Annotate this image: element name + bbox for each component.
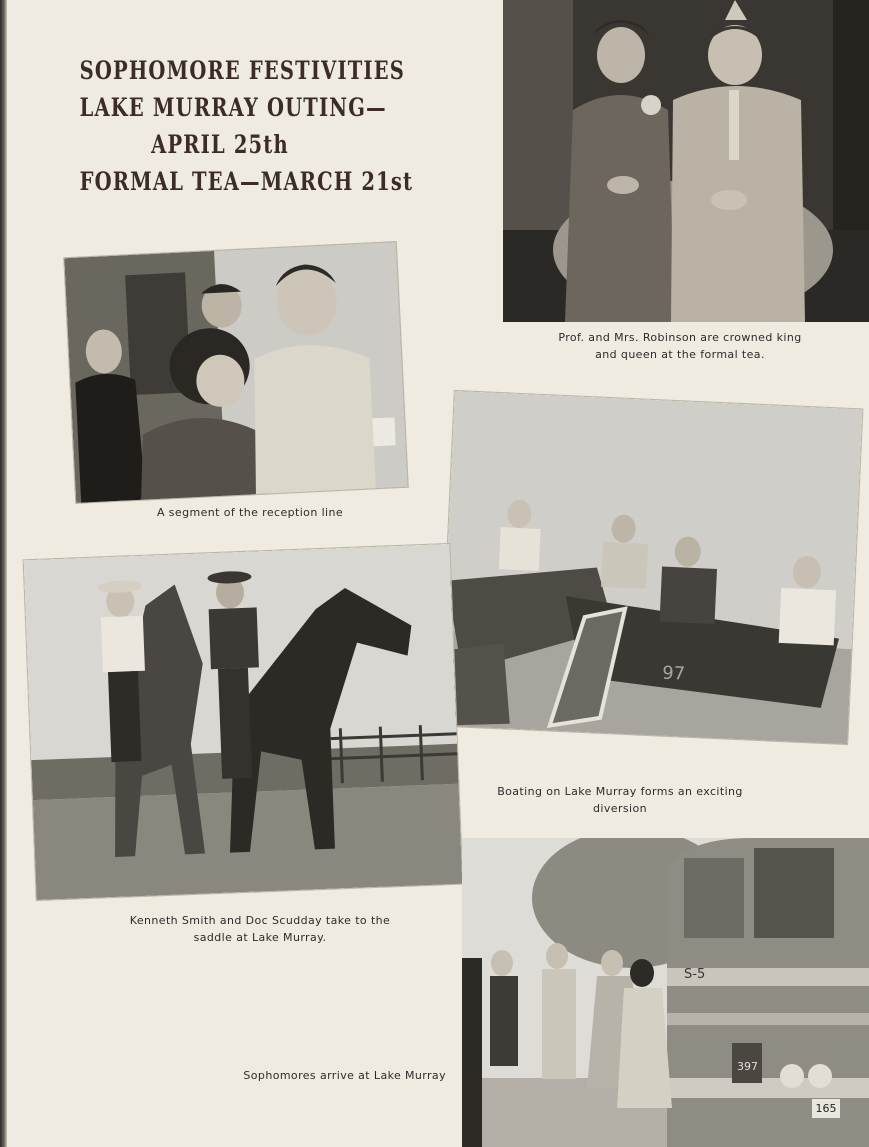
caption-horseback xyxy=(110,912,410,946)
photo-king-queen-image xyxy=(503,0,869,322)
caption-horseback-line-2: saddle at Lake Murray. xyxy=(193,931,327,944)
caption-bus-arrival: Sophomores arrive at Lake Murray xyxy=(243,1069,446,1082)
bus-license-plate: 397 xyxy=(737,1060,758,1073)
photo-horseback-image xyxy=(24,544,463,900)
page-headline xyxy=(79,52,414,200)
caption-king-queen-line-1: Prof. and Mrs. Robinson are crowned king xyxy=(558,331,802,344)
photo-bus-arrival-image xyxy=(462,838,869,1147)
caption-king-queen xyxy=(520,329,840,363)
photo-boating xyxy=(440,391,863,744)
caption-horseback-line-1: Kenneth Smith and Doc Scudday take to the xyxy=(129,914,391,927)
headline-line-4: FORMAL TEA—MARCH 21st xyxy=(79,167,414,196)
caption-reception-line: A segment of the reception line xyxy=(156,506,344,519)
boat-hull-number: 97 xyxy=(661,662,686,685)
caption-king-queen-line-2: and queen at the formal tea. xyxy=(595,348,765,361)
page-binding-edge xyxy=(0,0,7,1147)
photo-reception-line xyxy=(64,242,408,503)
bus-route-sign: S-5 xyxy=(684,967,706,982)
page-number: 165 xyxy=(812,1099,840,1118)
photo-horseback xyxy=(24,544,463,900)
caption-boating: Boating on Lake Murray forms an exciting diversion xyxy=(497,785,743,815)
headline-line-3: APRIL 25th xyxy=(151,130,289,159)
photo-bus-arrival xyxy=(462,838,869,1147)
headline-line-2: LAKE MURRAY OUTING— xyxy=(79,93,387,122)
photo-king-queen xyxy=(503,0,869,322)
headline-line-1: SOPHOMORE FESTIVITIES xyxy=(79,56,405,85)
photo-reception-line-image xyxy=(64,242,408,503)
photo-boating-image xyxy=(440,391,863,744)
